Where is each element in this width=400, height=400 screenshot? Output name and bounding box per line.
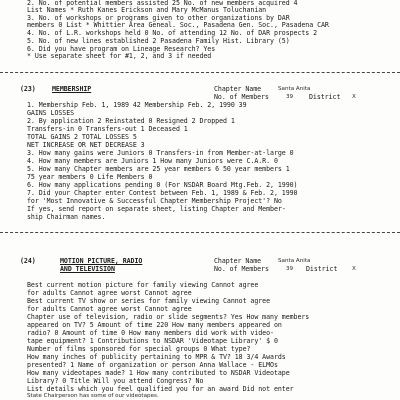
top-line-4: 4. No. of L.R. workshops held 0 No. of attending 12 No. of DAR prospects 2 [27,29,318,37]
motion-section-number: (24) [20,257,36,265]
motion-line-7: radio? 0 Amount of time 0 How many members did work with video- [27,329,274,337]
motion-line-3: Best current TV show or series for family viewing Cannot agree [27,297,271,305]
top-line-2: 2. No. of potential members assisted 25 No. of new members acquired 4 [27,0,298,7]
membership-line-7d: ship Chairman names. [27,213,106,221]
section-divider-2 [0,232,400,233]
membership-members-count: 39 [286,94,294,100]
motion-line-2: for adults Cannot agree worst Cannot agree [27,289,192,297]
membership-section-title: MEMBERSHIP [52,85,92,93]
membership-line-7c: If yes, send report on separate sheet, listing Chapter and Member- [27,205,286,213]
motion-members-count: 39 [286,266,294,272]
motion-line-12: How many videotapes made? 1 How many contributed to NSDAR Videotape [27,369,290,377]
membership-line-5b: 75 year members 0 Life Members 0 [27,173,153,181]
membership-chapter-name: Santa Anita [278,86,311,92]
motion-line-1: Best current motion picture for family viewing Cannot agree [27,281,259,289]
motion-line-8: tape equipment? 1 Contributions to NSDAR 'Videotape Library' $ 0 [27,337,278,345]
membership-totals: TOTAL GAINS 2 TOTAL LOSSES 5 [27,133,137,141]
membership-section-number: (23) [20,85,36,93]
top-line-2-names: List Names * Ruth Kanes Erickson and Mary McManus Toluchanian [27,6,267,14]
top-line-6: 6. Did you have program on Lineage Research? Yes [27,45,216,53]
motion-line-14: List details which you feel qualified you for an award Did not enter [27,385,294,393]
motion-chapter-name-label: Chapter Name [214,257,262,265]
top-line-5: 5. No. of new lines established 2 Pasadena Family Hist. Library (5) [27,37,290,45]
membership-chapter-name-label: Chapter Name [214,85,262,93]
motion-section-title-1: MOTION PICTURE, RADIO [60,257,143,265]
motion-district: X [352,266,356,272]
membership-line-6: 6. How many applications pending 0 (For NSDAR Board Mtg.Feb. 2, 1990) [27,181,298,189]
membership-line-7b: for 'Most Innovative & Successful Chapter Membership Project'? No [27,197,282,205]
motion-line-13: Library? 0 Title Will you attend Congress? No [27,377,204,385]
membership-line-7: 7. Did your Chapter enter Contest between Feb. 1, 1989 & Feb. 2, 1990 [27,189,298,197]
motion-chapter-name: Santa Anita [278,258,311,264]
motion-section-title-2: AND TELEVISION [60,265,115,273]
membership-district: X [352,94,356,100]
membership-line-1: 1. Membership Feb. 1, 1989 42 Membership Feb. 2, 1990 39 [27,101,247,109]
membership-district-label: District [309,93,341,101]
membership-line-3: 3. How many gains were Juniors 0 Transfers-in from Member-at-large 0 [27,149,294,157]
motion-members-label: No. of Members [214,265,269,273]
motion-line-10: How many inches of publicity pertaining to MPR & TV? 18 3/4 Awards [27,353,286,361]
membership-gains-losses-header: GAINS LOSSES [27,109,75,117]
membership-members-label: No. of Members [214,93,269,101]
top-line-3-list: members 0 List * Whittier Area Geneal. Soc., Pasadena Gen. Soc., Pasadena CAR [27,21,329,29]
membership-transfers: Transfers-in 0 Transfers-out 1 Deceased 1 [27,125,188,133]
motion-line-9: Number of films sponsored for special groups 0 What type? [27,345,251,353]
motion-district-label: District [306,265,338,273]
motion-line-6: appeared on TV? 5 Amount of time 220 How many members appeared on [27,321,282,329]
top-line-note: * Use separate sheet for #1, 2, and 3 if needed [27,52,212,60]
membership-line-2: 2. By application 2 Reinstated 0 Resigned 2 Dropped 1 [27,117,235,125]
motion-line-5: Chapter use of television, radio or slide segments? Yes How many members [27,313,310,321]
motion-line-11: presented? 1 Name of organization or person Anna Wallace - ELMOs [27,361,278,369]
membership-line-4: 4. How many members are Juniors 1 How many Juniors were C.A.R. 0 [27,157,278,165]
motion-line-4: for adults Cannot agree worst Cannot agree [27,305,192,313]
membership-line-5: 5. How many Chapter members are 25 year members 6 50 year members 1 [27,165,290,173]
section-divider-1 [0,72,400,73]
membership-net: NET INCREASE OR NET DECREASE 3 [27,141,145,149]
top-line-3: 3. No. of workshops or programs given to other organizations by DAR [27,14,290,22]
motion-line-15: State Chairperson has some of our videotapes. [27,393,159,399]
